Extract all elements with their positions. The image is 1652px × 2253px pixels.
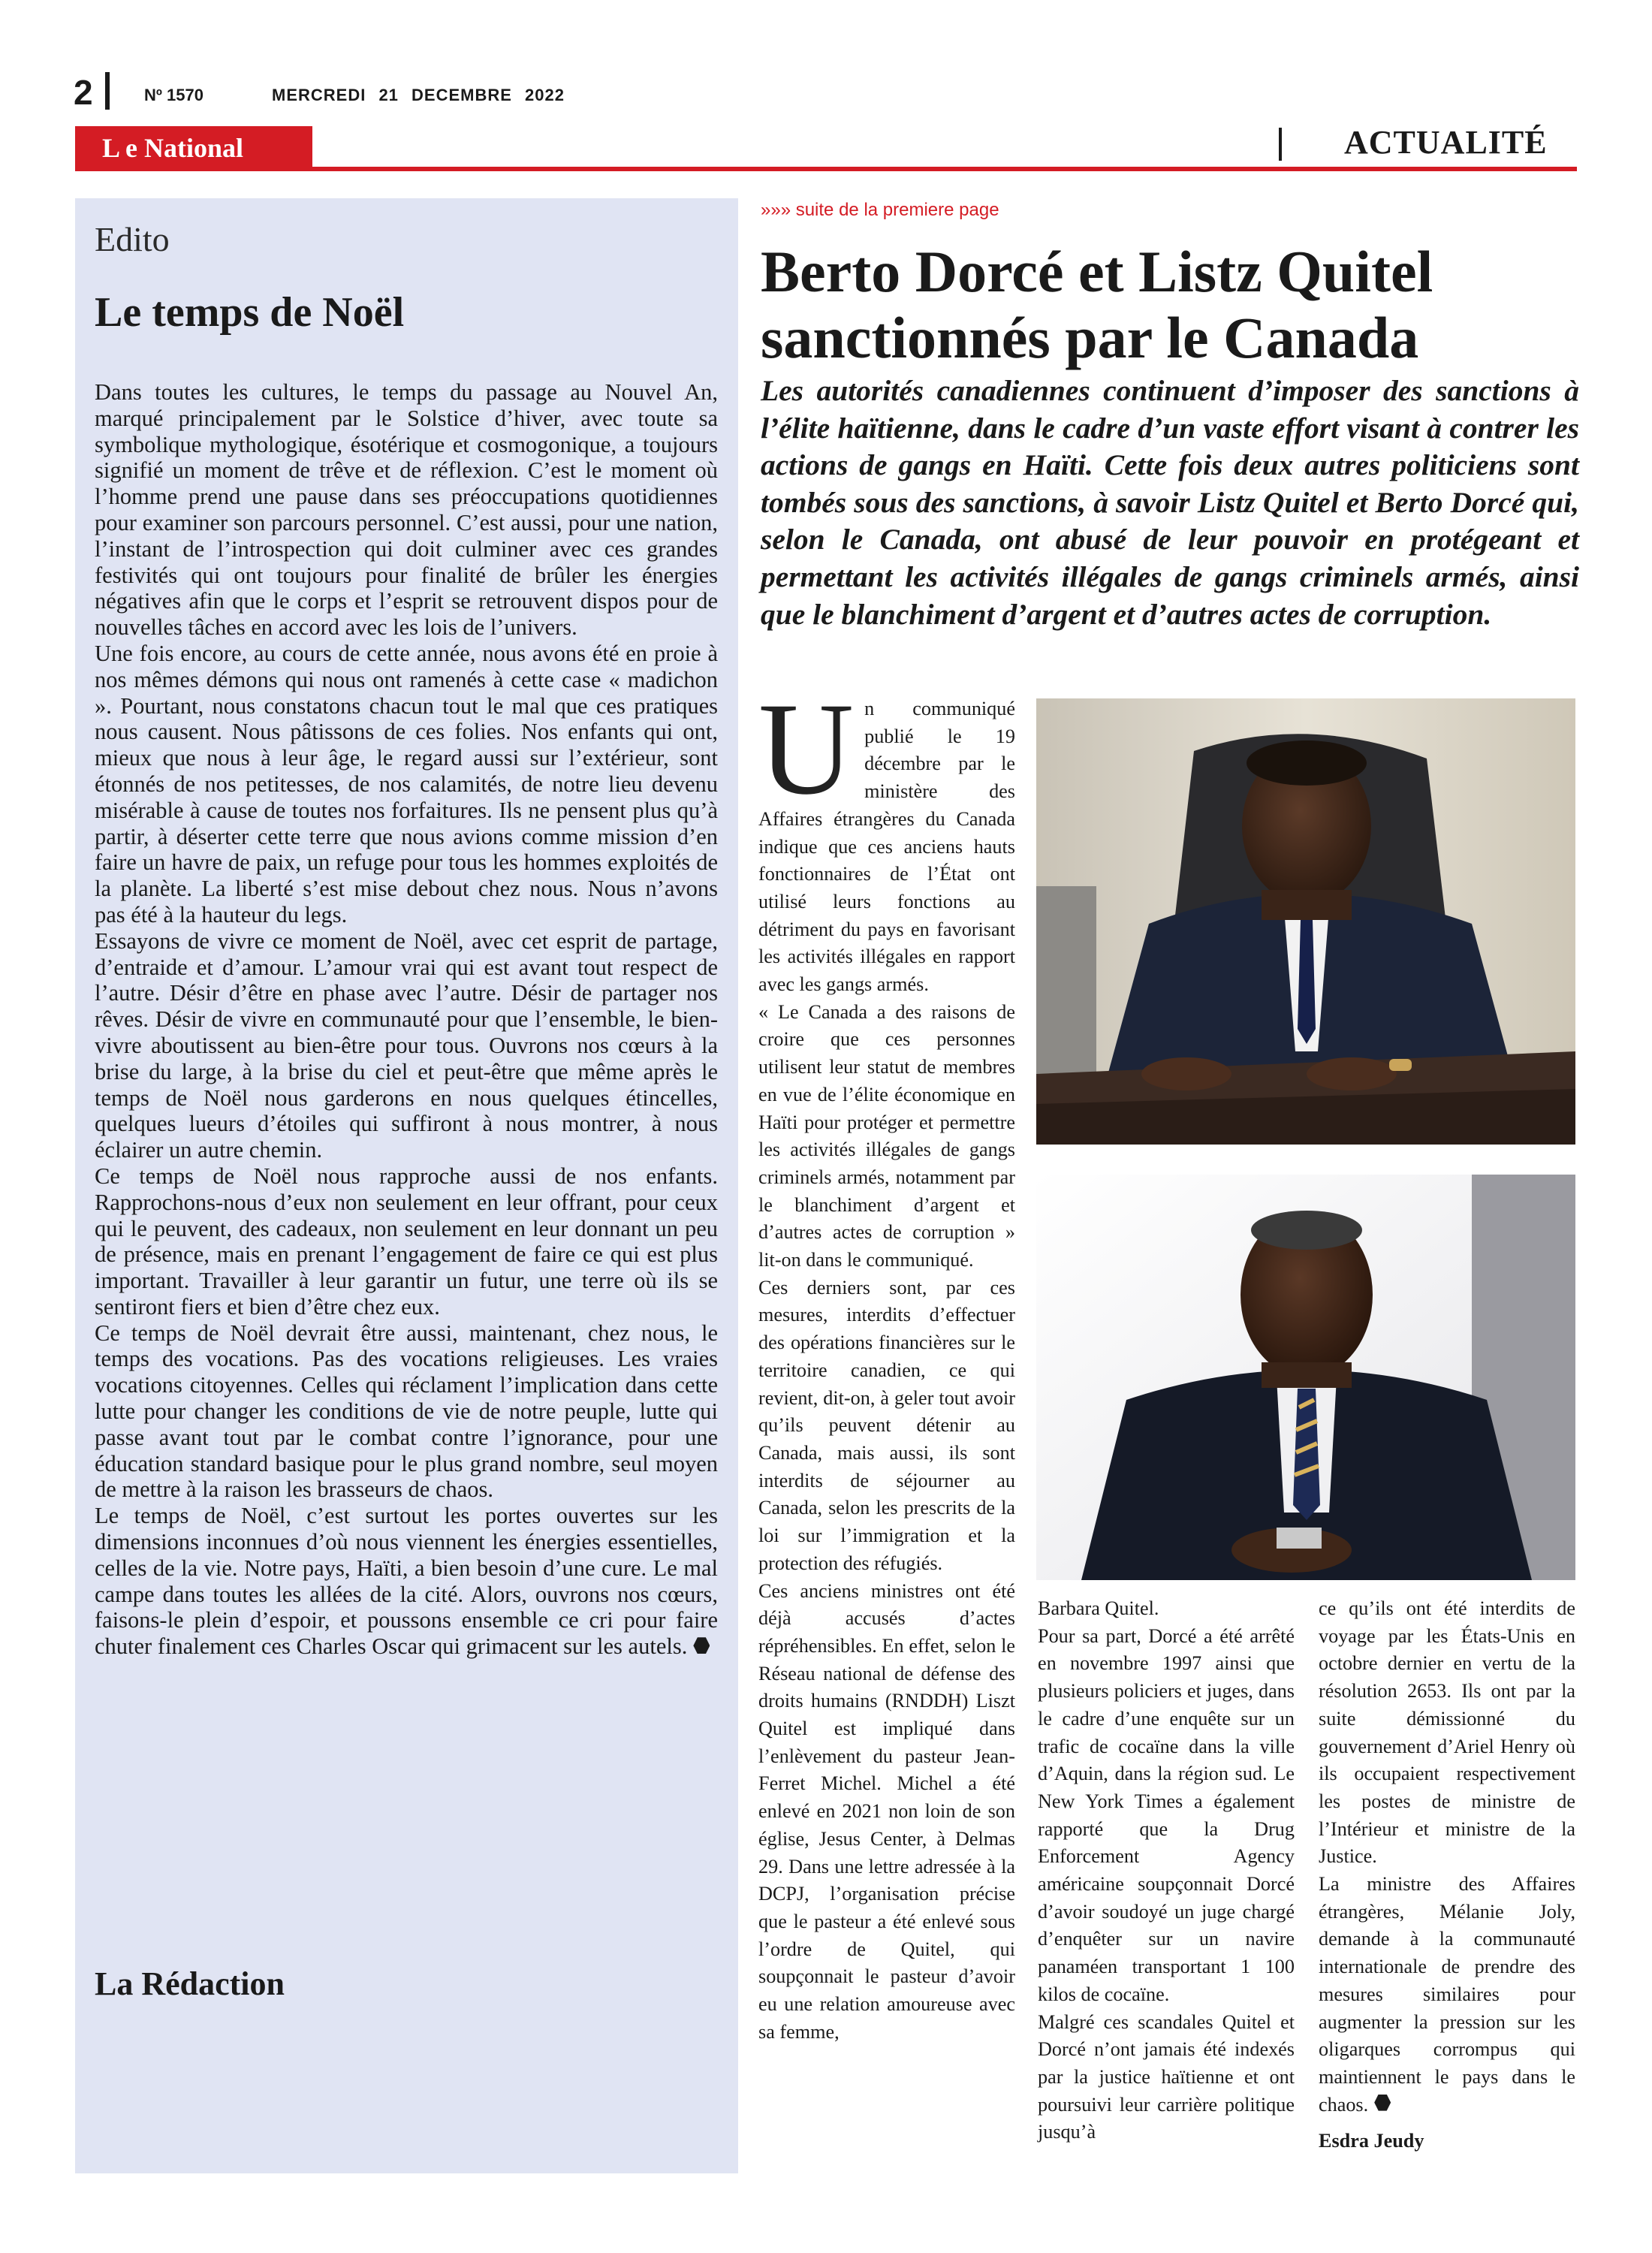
edito-label: Edito — [95, 220, 170, 258]
photo-man-seated-image — [1036, 1175, 1575, 1580]
article-paragraph: Malgré ces scandales Quitel et Dorcé n’ont jamais été indexés par la justice haïtienne et ont poursuivi leur carrière politique jusqu’à — [1038, 2010, 1295, 2143]
edito-paragraph: Ce temps de Noël devrait être aussi, maintenant, chez nous, le temps des vocations. Pas des vocations religieuses. Les vraies vocations citoyennes. Celles qui réclament l’implication dans cette lutte pour changer les conditions de vie de notre peuple, lutte qui passe avant tout par le combat contre l’ignorance, pour une éducation standard basique pour le plus grand nombre, seul moyen de mettre à la raison les brasseurs de chaos. — [95, 1320, 718, 1503]
page-number-divider — [105, 72, 110, 110]
article-headline: Berto Dorcé et Listz Quitel sanctionnés par le Canada — [761, 239, 1433, 370]
photo-man-at-desk-image — [1036, 698, 1575, 1145]
article-author: Esdra Jeudy — [1319, 2130, 1424, 2152]
brand-label: L e National — [102, 133, 244, 163]
article-column-3 — [1319, 1595, 1575, 2155]
edito-paragraph: Essayons de vivre ce moment de Noël, avec cet esprit de partage, d’entraide et d’amour. L’amour vrai qui est avant tout respect de l’autre. Désir d’être en phase avec l’autre. Désir de partager nos rêves. Désir de vivre en communauté pour que l’ensemble, le bien-vivre aboutissent au bien-être pour tous. Ouvrons nos cœurs à la brise du large, à la brise du ciel et peut-être que même après le temps de Noël nous garderons en nous quelques étincelles, quelques lueurs d’étoiles qui suffiront à nous montrer, à nous éclairer un autre chemin. — [95, 927, 718, 1163]
photo-man-at-desk — [1036, 698, 1575, 1145]
edito-paragraph: Ce temps de Noël nous rapproche aussi de nos enfants. Rapprochons-nous d’eux non seulement en leur offrant, pour ceux qui le peuvent, des cadeaux, non seulement en leur donnant un peu de présence, mais en prenant l’engagement de faire ce qui est plus important. Travailler à leur garantir un futur, une terre où ils se sentiront fiers et bien d’être chez eux. — [95, 1163, 718, 1320]
article-paragraph: Pour sa part, Dorcé a été arrêté en novembre 1997 ainsi que plusieurs policiers et juges, dans le cadre d’une enquête sur un trafic de cocaïne dans la ville d’Aquin, dans la région sud. Le New York Times a également rapporté que la Drug Enforcement Agency américaine soupçonnait Dorcé d’avoir soudoyé un juge chargé d’enquêter sur un navire panaméen transportant 1 100 kilos de cocaïne. — [1038, 1624, 1295, 2005]
section-divider — [1279, 128, 1282, 161]
edito-paragraph: Dans toutes les cultures, le temps du passage au Nouvel An, marqué principalement par le Solstice d’hiver, avec toute sa symbolique mythologique, ésotérique et cosmogonique, a toujours signifié un moment de trêve et de réflexion. C’est le moment où l’homme prend une pause dans ses préoccupations quotidiennes pour examiner son parcours personnel. C’est aussi, pour une nation, l’instant de l’introspection qui doit culminer avec ces grandes festivités qui ont toujours pour finalité de brûler les énergies négatives afin que le corps et l’esprit se retrouvent dispos pour de nouvelles tâches en accord avec les lois de l’univers. — [95, 379, 718, 641]
article-paragraph: n communiqué publié le 19 décembre par le ministère des Affaires étrangères du Canada indique que ces anciens hauts fonctionnaires de l’État ont utilisé leurs fonctions au détriment du pays en favorisant les activités illégales en rapport avec les gangs armés. — [758, 698, 1015, 996]
article-paragraph: ce qu’ils ont été interdits de voyage par les États-Unis en octobre dernier en vertu de la résolution 2653. Ils ont par la suite démissionné du gouvernement d’Ariel Henry où ils occupaient respectivement les postes de ministre de l’Intérieur et ministre de la Justice. — [1319, 1597, 1575, 1868]
edito-paragraph: Une fois encore, au cours de cette année, nous avons été en proie à nos mêmes démons qui nous ont ramenés à cette case « madichon ». Pourtant, nous constatons chacun tout le mal que ces pratiques nous causent. Nous pâtissons de ces folies. Nos enfants qui ont, mieux que nous à leur âge, le regard aussi sur l’extérieur, sont étonnés de nos petitesses, de nos calamités, de notre lieu devenu misérable à cause de toutes nos forfaitures. Ils ne pensent plus qu’à partir, à déserter cette terre que nous avions comme mission d’en faire un havre de paix, un refuge pour tous les hommes exploités de la planète. La liberté s’est mise debout chez nous. Nous n’avons pas été à la hauteur du legs. — [95, 640, 718, 927]
drop-cap: U — [758, 676, 855, 822]
article-paragraph-last — [1319, 1871, 1575, 2119]
continuation-note: »»» suite de la premiere page — [761, 200, 999, 220]
edito-paragraph-last — [95, 1503, 718, 1660]
article-column-1 — [758, 676, 1015, 2046]
article-paragraph: Ces derniers sont, par ces mesures, interdits d’effectuer des opérations financières sur le territoire canadien, ce qui revient, dit-on, à geler tout avoir qu’ils peuvent détenir au Canada, mais aussi, ils sont interdits de séjourner au Canada, selon les prescrits de la loi sur l’immigration et la protection des réfugiés. — [758, 1276, 1015, 1574]
end-mark-icon — [693, 1637, 710, 1654]
edito-paragraph-text: Le temps de Noël, c’est surtout les portes ouvertes sur les dimensions inconnues d’où nous viennent les énergies essentielles, celles de la vie. Notre pays, Haïti, a bien besoin d’une cure. Le mal campe dans toutes les allées de la cité. Alors, ouvrons nos cœurs, faisons-le plein d’espoir, et poussons ensemble ce cri pour faire chuter finalement ces Charles Oscar qui grimacent sur les autels. — [95, 1503, 718, 1660]
edito-signature: La Rédaction — [95, 1965, 285, 2002]
photo-man-seated — [1036, 1175, 1575, 1580]
section-title: ACTUALITÉ — [1344, 124, 1548, 161]
article-column-2 — [1038, 1595, 1295, 2146]
page-number: 2 — [74, 73, 93, 112]
issue-number: Nº 1570 — [144, 86, 203, 104]
edito-body — [95, 379, 718, 1660]
article-paragraph: « Le Canada a des raisons de croire que ces personnes utilisent leur statut de membres en vue de l’élite économique en Haïti pour protéger et permettre les activités illégales de gangs criminels armés, notamment par le blanchiment d’argent et d’autres actes de corruption » lit-on dans le communiqué. — [758, 1000, 1015, 1271]
edito-title: Le temps de Noël — [95, 289, 405, 336]
article-lead: Les autorités canadiennes continuent d’imposer des sanctions à l’élite haïtienne, dans le cadre d’un vaste effort visant à contrer les actions de gangs en Haïti. Cette fois deux autres politiciens sont tombés sous des sanctions, à savoir Listz Quitel et Berto Dorcé qui, selon le Canada, ont abusé de leur pouvoir en protégeant et permettant les activités illégales de gangs criminels armés, ainsi que le blanchiment d’argent et d’autres actes de corruption. — [761, 374, 1579, 631]
article-paragraph: Barbara Quitel. — [1038, 1597, 1159, 1619]
header-rule — [75, 167, 1577, 171]
issue-date: MERCREDI 21 DECEMBRE 2022 — [272, 86, 565, 104]
article-paragraph: Ces anciens ministres ont été déjà accusés d’actes répréhensibles. En effet, selon le Réseau national de défense des droits humains (RNDDH) Liszt Quitel est impliqué dans l’enlèvement du pasteur Jean-Ferret Michel. Michel a été enlevé en 2021 non loin de son église, Jesus Center, à Delmas 29. Dans une lettre adressée à la DCPJ, l’organisation précise que le pasteur a été enlevé sous l’ordre de Quitel, qui soupçonnait le pasteur d’avoir eu une relation amoureuse avec sa femme, — [758, 1579, 1015, 2043]
end-mark-icon — [1374, 2095, 1391, 2111]
article-paragraph-text: La ministre des Affaires étrangères, Mélanie Joly, demande à la communauté internationale de prendre des mesures similaires pour augmenter la pression sur les oligarques corrompus qui maintiennent le pays dans le chaos. — [1319, 1873, 1575, 2116]
